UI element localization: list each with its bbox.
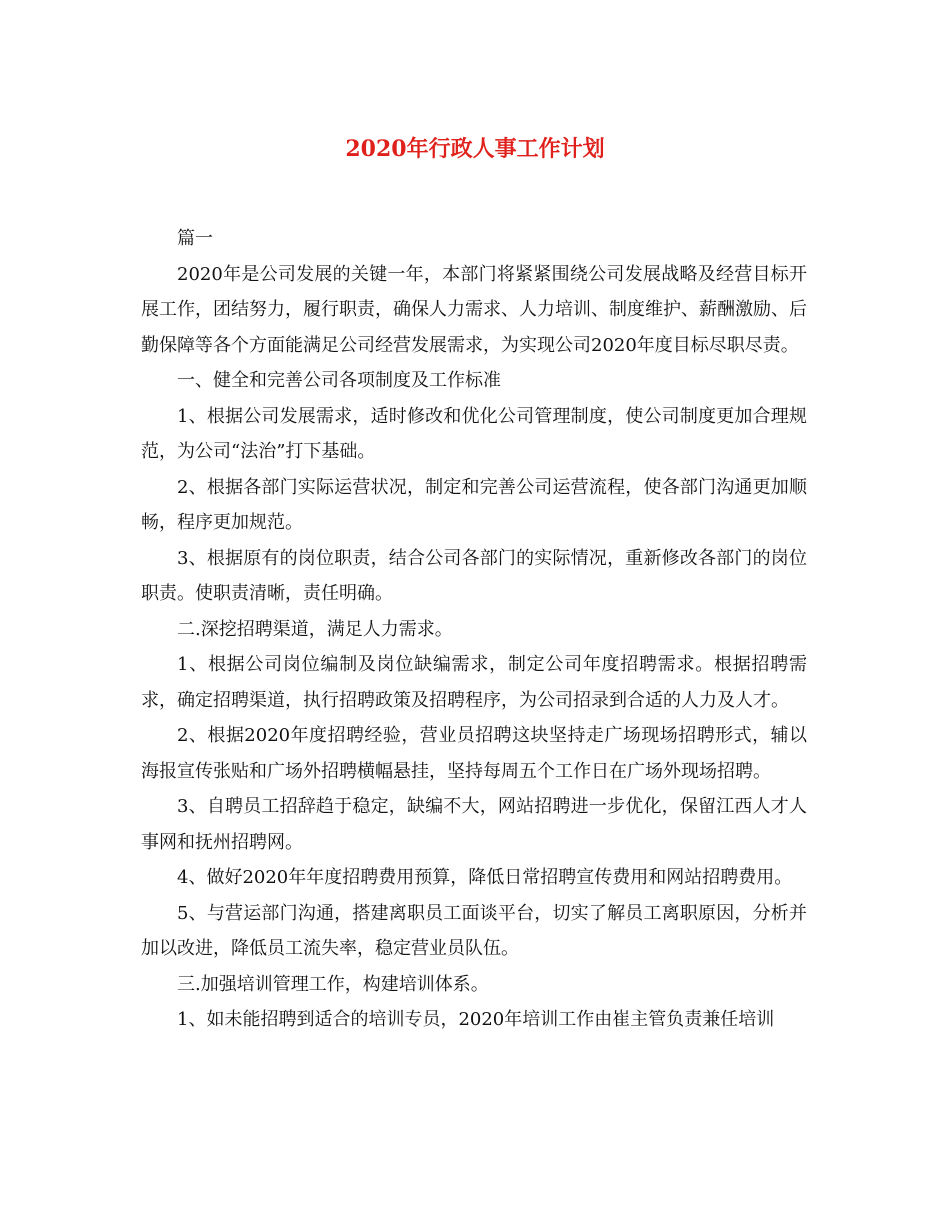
paragraph-item: 2、根据各部门实际运营状况，制定和完善公司运营流程，使各部门沟通更加顺畅，程序更加规范。 [141,476,807,533]
paragraph-item: 5、与营运部门沟通，搭建离职员工面谈平台，切实了解员工离职原因，分析并加以改进，降低员工流失率，稳定营业员队伍。 [141,902,807,959]
paragraph-heading-part-one: 篇一 [177,228,213,249]
section-heading-3: 三.加强培训管理工作，构建培训体系。 [177,973,489,995]
document-body [141,221,807,1038]
paragraph-item: 2、根据2020年度招聘经验，营业员招聘这块坚持走广场现场招聘形式，辅以海报宣传张贴和广场外招聘横幅悬挂，坚持每周五个工作日在广场外现场招聘。 [141,725,807,782]
paragraph-item: 1、根据公司发展需求，适时修改和优化公司管理制度，使公司制度更加合理规范，为公司“法治”打下基础。 [141,405,807,462]
document-title: 2020年行政人事工作计划 [345,136,605,162]
paragraph-item: 1、根据公司岗位编制及岗位缺编需求，制定公司年度招聘需求。根据招聘需求，确定招聘渠道，执行招聘政策及招聘程序，为公司招录到合适的人力及人才。 [141,654,807,711]
paragraph-item: 3、根据原有的岗位职责，结合公司各部门的实际情况，重新修改各部门的岗位职责。使职责清晰，责任明确。 [141,547,807,604]
section-heading-2: 二.深挖招聘渠道，满足人力需求。 [177,618,453,640]
paragraph-item: 4、做好2020年年度招聘费用预算，降低日常招聘宣传费用和网站招聘费用。 [177,867,793,888]
paragraph-intro: 2020年是公司发展的关键一年，本部门将紧紧围绕公司发展战略及经营目标开展工作，团结努力，履行职责，确保人力需求、人力培训、制度维护、薪酬激励、后勤保障等各个方面能满足公司经营发展需求，为实现公司2020年度目标尽职尽责。 [141,263,807,356]
paragraph-item: 3、自聘员工招辞趋于稳定，缺编不大，网站招聘进一步优化，保留江西人才人事网和抚州招聘网。 [141,796,807,853]
section-heading-1: 一、健全和完善公司各项制度及工作标准 [177,370,501,391]
paragraph-item: 1、如未能招聘到适合的培训专员，2020年培训工作由崔主管负责兼任培训 [177,1009,775,1030]
